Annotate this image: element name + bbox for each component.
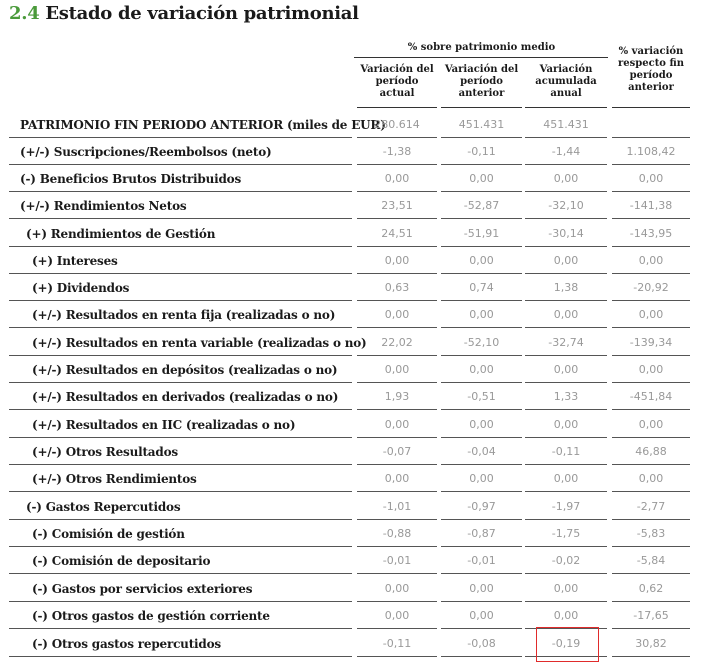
value-previous-period: 0,00 (469, 254, 494, 267)
row-divider (9, 382, 352, 383)
column-header-line: acumulada (535, 76, 597, 87)
column-header-divider (612, 107, 690, 108)
row-divider (9, 218, 352, 219)
row-divider (525, 519, 607, 520)
row-divider (441, 191, 522, 192)
value-variation: -17,65 (633, 609, 669, 622)
value-variation: -141,38 (629, 199, 673, 212)
column-header-divider (441, 107, 522, 108)
value-variation: 46,88 (635, 445, 667, 458)
row-divider (357, 327, 437, 328)
value-variation: -5,84 (636, 554, 666, 567)
value-variation: -2,77 (636, 500, 666, 513)
row-divider (525, 573, 607, 574)
row-divider (357, 601, 437, 602)
section-title (9, 3, 359, 24)
value-accumulated-annual: -1,44 (551, 145, 581, 158)
value-variation (612, 112, 690, 135)
row-divider (612, 382, 690, 383)
row-divider (525, 437, 607, 438)
value-accumulated-annual: -32,10 (548, 199, 584, 212)
value-previous-period: -0,97 (467, 500, 496, 513)
row-label: (+) Rendimientos de Gestión (26, 227, 216, 241)
column-header-line: período (375, 76, 419, 87)
row-divider (441, 464, 522, 465)
row-divider (441, 546, 522, 547)
value-previous-period: -52,87 (463, 199, 500, 212)
row-label: (-) Otros gastos de gestión corriente (32, 609, 270, 623)
row-divider (612, 191, 690, 192)
value-variation: 0,62 (638, 582, 664, 595)
row-divider (612, 656, 690, 657)
row-divider (357, 137, 437, 138)
row-divider (357, 164, 437, 165)
row-divider (612, 273, 690, 274)
value-previous-period: 0,74 (469, 281, 494, 294)
value-accumulated-annual: -30,14 (548, 227, 584, 240)
row-divider (357, 191, 437, 192)
row-divider (357, 409, 437, 410)
column-header-line: Variación del (444, 64, 519, 75)
value-current-period: 280.614 (374, 118, 420, 131)
table-row (0, 412, 716, 439)
row-divider (525, 355, 607, 356)
table-row (0, 521, 716, 548)
row-divider (357, 273, 437, 274)
value-accumulated-annual: 0,00 (553, 172, 579, 185)
row-divider (525, 300, 607, 301)
value-accumulated-annual: -0,11 (551, 445, 581, 458)
value-variation: -5,83 (636, 527, 666, 540)
value-variation: 0,00 (638, 472, 664, 485)
value-current-period: -0,01 (382, 554, 412, 567)
value-current-period: 1,93 (384, 390, 410, 403)
row-divider (441, 300, 522, 301)
row-divider (357, 546, 437, 547)
table-row (0, 384, 716, 411)
value-variation: 0,00 (638, 418, 664, 431)
row-label: (+/-) Suscripciones/Reembolsos (neto) (20, 145, 272, 159)
row-divider (612, 218, 690, 219)
value-accumulated-annual: 0,00 (553, 472, 579, 485)
row-label: (+/-) Resultados en derivados (realizadas o no) (32, 390, 339, 404)
row-divider (612, 137, 690, 138)
value-accumulated-annual: 0,00 (553, 582, 579, 595)
value-previous-period: 0,00 (469, 172, 494, 185)
row-divider (357, 464, 437, 465)
column-header-line: Variación (539, 64, 593, 75)
row-divider (525, 546, 607, 547)
table-row (0, 166, 716, 193)
value-variation: 1.108,42 (626, 145, 676, 158)
value-current-period: 24,51 (381, 227, 413, 240)
row-divider (525, 246, 607, 247)
value-variation: -143,95 (629, 227, 673, 240)
row-divider (612, 491, 690, 492)
value-accumulated-annual: 0,00 (553, 363, 579, 376)
row-divider (612, 409, 690, 410)
row-divider (612, 164, 690, 165)
group-header: % sobre patrimonio medio (407, 42, 556, 53)
row-divider (612, 246, 690, 247)
column-header-line: anual (550, 88, 582, 99)
table-row (0, 193, 716, 220)
value-variation: -20,92 (633, 281, 669, 294)
value-previous-period: -0,08 (467, 637, 496, 650)
value-previous-period: 0,00 (469, 418, 494, 431)
value-variation: 0,00 (638, 363, 664, 376)
value-previous-period: -0,01 (467, 554, 496, 567)
column-header-line: actual (379, 88, 415, 99)
value-current-period: 0,00 (384, 308, 410, 321)
value-current-period: -0,11 (382, 637, 412, 650)
table-row (0, 357, 716, 384)
row-divider (9, 409, 352, 410)
value-accumulated-annual: 0,00 (553, 254, 579, 267)
value-previous-period: 0,00 (469, 582, 494, 595)
value-current-period: 0,00 (384, 582, 410, 595)
row-divider (441, 382, 522, 383)
row-label: (-) Comisión de depositario (32, 554, 211, 568)
row-divider (441, 137, 522, 138)
row-divider (441, 437, 522, 438)
row-divider (441, 601, 522, 602)
row-label: (+/-) Resultados en renta variable (realizadas o no) (32, 336, 367, 350)
value-current-period: 0,00 (384, 172, 410, 185)
row-divider (525, 601, 607, 602)
table-row (0, 576, 716, 603)
row-divider (357, 246, 437, 247)
row-divider (9, 656, 352, 657)
row-label: (-) Comisión de gestión (32, 527, 185, 541)
row-divider (9, 191, 352, 192)
table-row (0, 221, 716, 248)
row-divider (9, 491, 352, 492)
column-header-line: % variación (618, 46, 684, 57)
row-divider (612, 327, 690, 328)
value-accumulated-annual: -0,02 (551, 554, 581, 567)
value-variation: 0,00 (638, 172, 664, 185)
row-divider (525, 327, 607, 328)
table-row (0, 494, 716, 521)
row-divider (525, 273, 607, 274)
row-divider (525, 191, 607, 192)
value-current-period: -0,88 (382, 527, 412, 540)
row-divider (441, 628, 522, 629)
row-divider (441, 491, 522, 492)
column-header-line: período (629, 70, 673, 81)
row-divider (9, 327, 352, 328)
column-header-divider (357, 107, 437, 108)
row-divider (441, 246, 522, 247)
value-previous-period: -0,11 (467, 145, 496, 158)
table-row (0, 603, 716, 630)
table-row (0, 248, 716, 275)
row-divider (9, 519, 352, 520)
row-divider (441, 327, 522, 328)
row-divider (525, 382, 607, 383)
column-header-variation-vs-previous (612, 46, 690, 94)
row-divider (612, 546, 690, 547)
section-title-text: Estado de variación patrimonial (45, 3, 359, 24)
row-label: (+/-) Resultados en depósitos (realizadas o no) (32, 363, 338, 377)
value-current-period: 0,00 (384, 363, 410, 376)
value-previous-period: -52,10 (463, 336, 500, 349)
row-divider (441, 409, 522, 410)
table-row (0, 330, 716, 357)
table-row (0, 631, 716, 658)
value-previous-period: 0,00 (469, 363, 494, 376)
row-divider (612, 437, 690, 438)
column-header-line: anterior (628, 82, 674, 93)
row-divider (9, 246, 352, 247)
row-divider (9, 601, 352, 602)
row-divider (9, 273, 352, 274)
value-current-period: 0,00 (384, 609, 410, 622)
row-label: (+/-) Resultados en IIC (realizadas o no) (32, 418, 296, 432)
table-row (0, 139, 716, 166)
row-label: (+/-) Resultados en renta fija (realizadas o no) (32, 308, 336, 322)
row-label: (-) Beneficios Brutos Distribuidos (20, 172, 242, 186)
row-divider (612, 628, 690, 629)
row-label: (+/-) Rendimientos Netos (20, 199, 187, 213)
row-divider (357, 519, 437, 520)
row-divider (441, 218, 522, 219)
row-divider (612, 300, 690, 301)
value-current-period: -0,07 (382, 445, 412, 458)
value-accumulated-annual: -1,97 (551, 500, 581, 513)
row-divider (525, 164, 607, 165)
row-divider (525, 137, 607, 138)
row-divider (357, 491, 437, 492)
value-previous-period: -0,87 (467, 527, 496, 540)
row-label: (-) Otros gastos repercutidos (32, 637, 221, 651)
value-current-period: 22,02 (381, 336, 413, 349)
column-header-divider (525, 107, 607, 108)
value-accumulated-annual: 0,00 (553, 418, 579, 431)
value-accumulated-annual: 0,00 (553, 609, 579, 622)
table-row (0, 112, 716, 139)
row-divider (441, 656, 522, 657)
value-previous-period: 0,00 (469, 609, 494, 622)
value-current-period: 0,00 (384, 418, 410, 431)
row-label: (+/-) Otros Rendimientos (32, 472, 197, 486)
value-variation: 0,00 (638, 254, 664, 267)
column-header-current-period (357, 64, 437, 100)
column-header-accumulated-annual (525, 64, 607, 100)
row-divider (9, 137, 352, 138)
row-divider (357, 437, 437, 438)
row-label: (-) Gastos Repercutidos (26, 500, 181, 514)
value-previous-period: 451.431 (458, 118, 505, 131)
value-previous-period: -51,91 (463, 227, 500, 240)
value-accumulated-annual: -32,74 (548, 336, 584, 349)
row-divider (9, 573, 352, 574)
row-divider (9, 355, 352, 356)
row-divider (441, 519, 522, 520)
row-divider (612, 573, 690, 574)
table-row (0, 439, 716, 466)
row-label: (-) Gastos por servicios exteriores (32, 582, 253, 596)
value-variation: 30,82 (635, 637, 667, 650)
column-header-line: anterior (458, 88, 505, 99)
column-header-line: Variación del (360, 64, 434, 75)
value-variation: -139,34 (629, 336, 673, 349)
row-label: (+) Dividendos (32, 281, 130, 295)
value-accumulated-annual: -1,75 (551, 527, 581, 540)
row-label: (+/-) Otros Resultados (32, 445, 178, 459)
value-accumulated-annual: 1,38 (553, 281, 579, 294)
value-current-period: 0,00 (384, 254, 410, 267)
row-divider (441, 573, 522, 574)
value-accumulated-annual: -0,19 (551, 637, 581, 650)
value-previous-period: 0,00 (469, 308, 494, 321)
value-current-period: 0,00 (384, 472, 410, 485)
row-divider (9, 300, 352, 301)
row-divider (525, 464, 607, 465)
value-accumulated-annual: 1,33 (553, 390, 579, 403)
row-divider (612, 464, 690, 465)
row-divider (612, 601, 690, 602)
row-divider (441, 355, 522, 356)
table-row (0, 302, 716, 329)
row-divider (357, 218, 437, 219)
column-header-line: período (460, 76, 503, 87)
row-divider (612, 355, 690, 356)
row-divider (9, 164, 352, 165)
group-header-divider (354, 57, 608, 58)
row-divider (525, 409, 607, 410)
value-accumulated-annual: 451.431 (543, 118, 589, 131)
value-previous-period: -0,04 (467, 445, 496, 458)
row-divider (357, 628, 437, 629)
section-number: 2.4 (9, 3, 40, 24)
table-row (0, 548, 716, 575)
table-row (0, 466, 716, 493)
row-label: (+) Intereses (32, 254, 118, 268)
column-header-line: respecto fin (617, 58, 684, 69)
row-divider (9, 628, 352, 629)
value-previous-period: -0,51 (467, 390, 496, 403)
row-label: PATRIMONIO FIN PERIODO ANTERIOR (miles de EUR) (20, 118, 386, 132)
value-variation: -451,84 (629, 390, 673, 403)
row-divider (357, 382, 437, 383)
row-divider (357, 573, 437, 574)
table-row (0, 275, 716, 302)
row-divider (9, 464, 352, 465)
row-divider (357, 355, 437, 356)
value-current-period: 23,51 (381, 199, 413, 212)
value-current-period: 0,63 (384, 281, 410, 294)
row-divider (612, 519, 690, 520)
row-divider (357, 656, 437, 657)
value-current-period: -1,01 (382, 500, 412, 513)
row-divider (441, 273, 522, 274)
value-accumulated-annual: 0,00 (553, 308, 579, 321)
row-divider (357, 300, 437, 301)
highlight-box (536, 627, 599, 662)
value-previous-period: 0,00 (469, 472, 494, 485)
row-divider (9, 437, 352, 438)
value-current-period: -1,38 (382, 145, 412, 158)
row-divider (525, 218, 607, 219)
row-divider (525, 491, 607, 492)
row-divider (9, 546, 352, 547)
column-header-previous-period (441, 64, 522, 100)
value-variation: 0,00 (638, 308, 664, 321)
row-divider (441, 164, 522, 165)
